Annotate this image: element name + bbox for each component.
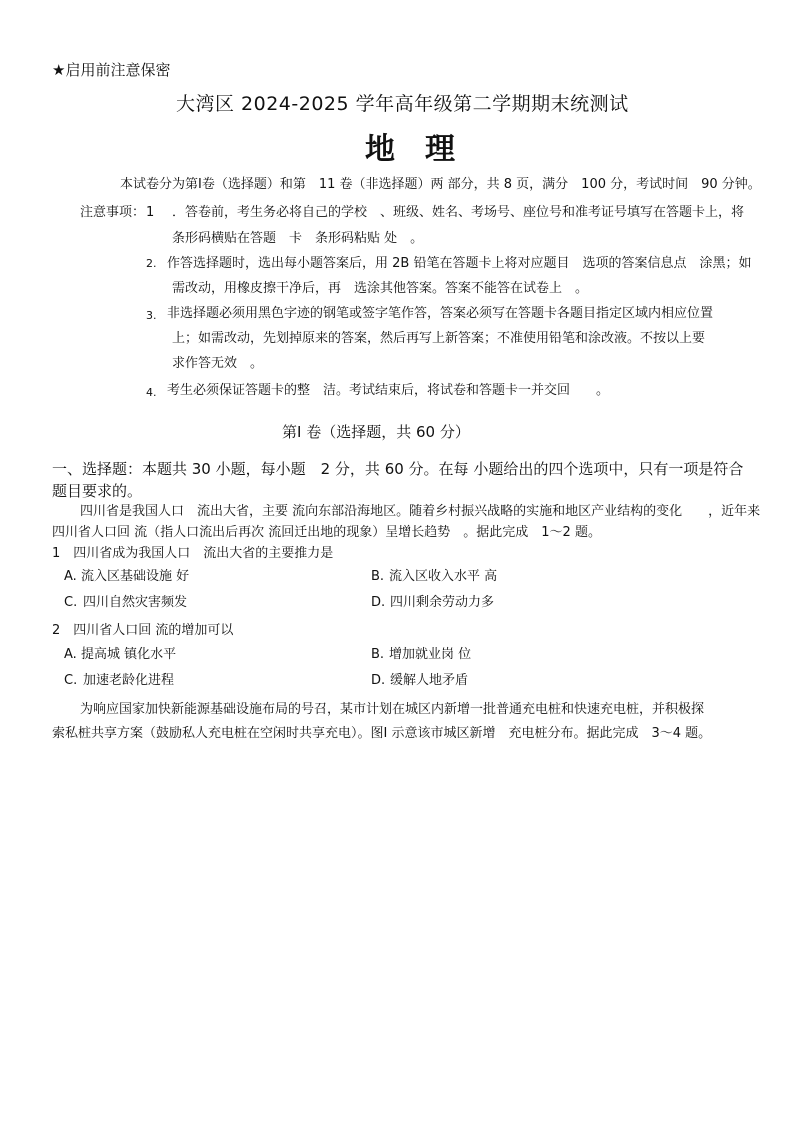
option-label: B. (371, 647, 385, 662)
exam-intro: 本试卷分为第Ⅰ卷（选择题）和第 11 卷（非选择题）两 部分，共 8 页，满分 100 分，考试时间 90 分钟。 (120, 177, 761, 192)
option-label: A. (64, 647, 77, 662)
option-text: 流入区收入水平 高 (389, 569, 498, 584)
option-label: A. (64, 569, 77, 584)
notes-label: 注意事项： (80, 205, 146, 220)
subject-title: 地 理 (365, 132, 455, 167)
question-stem: 2 四川省人口回 流的增加可以 (52, 623, 234, 638)
passage-2-line: 为响应国家加快新能源基础设施布局的号召，某市计划在城区内新增一批普通充电桩和快速充电桩，并积极探 (80, 702, 705, 717)
note-line: 作答选择题时，选出每小题答案后，用 2B 铅笔在答题卡上将对应题目 选项的答案信息点 涂黑；如 (167, 256, 752, 271)
note-number: 1 (146, 205, 155, 220)
note-line: 求作答无效 。 (172, 356, 264, 371)
passage-2-line: 索私桩共享方案（鼓励私人充电桩在空闲时共享充电）。图Ⅰ 示意该市城区新增 充电桩分布。据此完成 3～4 题。 (52, 726, 712, 741)
note-line: ．答卷前，考生务必将自己的学校 、班级、姓名、考场号、座位号和准考证号填写在答题卡上，将 (172, 205, 745, 220)
part-instruction: 一、选择题：本题共 30 小题，每小题 2 分，共 60 分。在每 小题给出的四个选项中，只有一项是符合 (52, 460, 744, 478)
section-title: 第Ⅰ 卷（选择题，共 60 分） (282, 423, 470, 441)
note-line: 非选择题必须用黑色字迹的钢笔或签字笔作答，答案必须写在答题卡各题目指定区域内相应位置 (167, 306, 714, 321)
confidential-label: ★启用前注意保密 (52, 61, 171, 79)
question-stem: 1 四川省成为我国人口 流出大省的主要推力是 (52, 546, 334, 561)
note-line: 上；如需改动，先划掉原来的答案，然后再写上新答案；不准使用铅笔和涂改液。不按以上要 (172, 331, 706, 346)
option-text: 加速老龄化进程 (83, 673, 175, 688)
option-text: 提高城 镇化水平 (81, 647, 177, 662)
option-label: C. (64, 673, 78, 688)
passage-1-line: 四川省人口回 流（指人口流出后再次 流回迁出地的现象）呈增长趋势 。据此完成 1～2 题。 (52, 525, 601, 540)
note-number: 2. (146, 257, 157, 270)
option-label: D. (371, 595, 386, 610)
option-label: D. (371, 673, 386, 688)
exam-title: 大湾区 2024-2025 学年高年级第二学期期末统测试 (176, 93, 629, 115)
option-label: C. (64, 595, 78, 610)
option-text: 四川自然灾害频发 (83, 595, 188, 610)
option-label: B. (371, 569, 385, 584)
note-number: 3. (146, 309, 157, 322)
note-line: 考生必须保证答题卡的整 洁。考试结束后，将试卷和答题卡一并交回 。 (167, 383, 610, 398)
passage-1-line: 四川省是我国人口 流出大省，主要 流向东部沿海地区。随着乡村振兴战略的实施和地区产业结构的变化 ，近年来 (80, 504, 761, 519)
option-text: 缓解人地矛盾 (390, 673, 469, 688)
option-text: 四川剩余劳动力多 (390, 595, 495, 610)
option-text: 流入区基础设施 好 (81, 569, 190, 584)
note-number: 4. (146, 386, 157, 399)
note-line: 需改动，用橡皮擦干净后，再 选涂其他答案。答案不能答在试卷上 。 (172, 281, 589, 296)
option-text: 增加就业岗 位 (389, 647, 472, 662)
note-line: 条形码横贴在答题 卡 条形码粘贴 处 。 (172, 231, 424, 246)
part-instruction: 题目要求的。 (52, 482, 143, 500)
